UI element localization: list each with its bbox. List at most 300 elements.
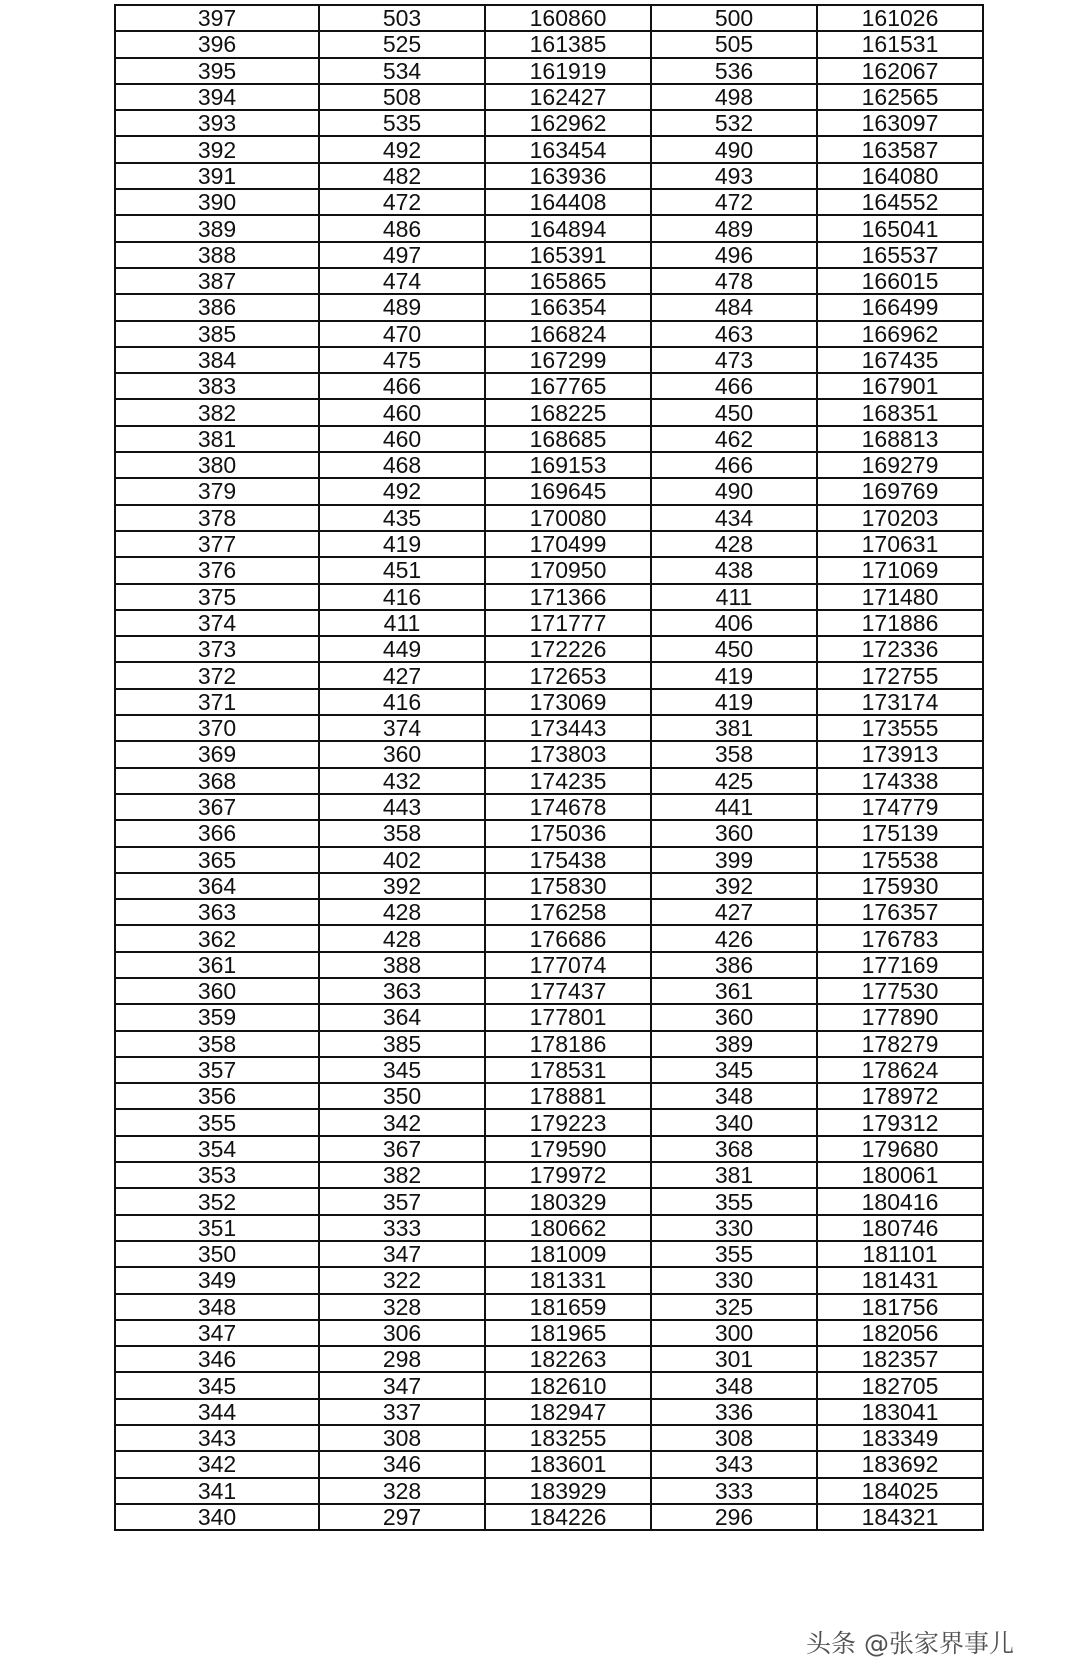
cumulative-a-cell: 169153 [485, 452, 651, 478]
count-a-cell: 347 [319, 1372, 485, 1398]
cumulative-a-cell: 170950 [485, 557, 651, 583]
cumulative-b-cell: 184321 [817, 1504, 983, 1530]
table-row [115, 84, 983, 110]
count-a-cell: 388 [319, 952, 485, 978]
table-row [115, 1320, 983, 1346]
count-b-cell: 466 [651, 373, 817, 399]
cumulative-b-cell: 181756 [817, 1294, 983, 1320]
score-cell: 356 [115, 1083, 319, 1109]
table-row [115, 215, 983, 241]
score-cell: 348 [115, 1294, 319, 1320]
score-cell: 370 [115, 715, 319, 741]
cumulative-b-cell: 173174 [817, 689, 983, 715]
count-b-cell: 500 [651, 5, 817, 31]
count-a-cell: 460 [319, 426, 485, 452]
count-b-cell: 392 [651, 873, 817, 899]
cumulative-b-cell: 175538 [817, 847, 983, 873]
cumulative-a-cell: 180662 [485, 1215, 651, 1241]
count-a-cell: 503 [319, 5, 485, 31]
count-a-cell: 346 [319, 1451, 485, 1477]
table-row [115, 636, 983, 662]
cumulative-b-cell: 179680 [817, 1136, 983, 1162]
cumulative-b-cell: 161026 [817, 5, 983, 31]
cumulative-b-cell: 171886 [817, 610, 983, 636]
table-row [115, 741, 983, 767]
count-a-cell: 428 [319, 899, 485, 925]
count-a-cell: 535 [319, 110, 485, 136]
cumulative-a-cell: 163936 [485, 163, 651, 189]
cumulative-a-cell: 176686 [485, 925, 651, 951]
cumulative-b-cell: 175930 [817, 873, 983, 899]
count-b-cell: 355 [651, 1188, 817, 1214]
count-b-cell: 330 [651, 1267, 817, 1293]
table-row [115, 31, 983, 57]
cumulative-b-cell: 161531 [817, 31, 983, 57]
table-row [115, 478, 983, 504]
score-cell: 372 [115, 662, 319, 688]
count-b-cell: 462 [651, 426, 817, 452]
score-cell: 394 [115, 84, 319, 110]
table-row [115, 1504, 983, 1530]
cumulative-a-cell: 181009 [485, 1241, 651, 1267]
table-row [115, 189, 983, 215]
score-cell: 374 [115, 610, 319, 636]
cumulative-a-cell: 177801 [485, 1004, 651, 1030]
score-cell: 376 [115, 557, 319, 583]
count-b-cell: 493 [651, 163, 817, 189]
table-row [115, 1267, 983, 1293]
count-b-cell: 301 [651, 1346, 817, 1372]
cumulative-b-cell: 166499 [817, 294, 983, 320]
cumulative-a-cell: 165391 [485, 242, 651, 268]
score-cell: 354 [115, 1136, 319, 1162]
count-a-cell: 411 [319, 610, 485, 636]
count-a-cell: 534 [319, 58, 485, 84]
cumulative-b-cell: 182705 [817, 1372, 983, 1398]
count-a-cell: 342 [319, 1109, 485, 1135]
count-a-cell: 472 [319, 189, 485, 215]
count-a-cell: 416 [319, 689, 485, 715]
count-b-cell: 450 [651, 399, 817, 425]
count-a-cell: 347 [319, 1241, 485, 1267]
count-b-cell: 296 [651, 1504, 817, 1530]
cumulative-a-cell: 161385 [485, 31, 651, 57]
table-row [115, 321, 983, 347]
cumulative-a-cell: 177437 [485, 978, 651, 1004]
count-a-cell: 374 [319, 715, 485, 741]
cumulative-b-cell: 178279 [817, 1031, 983, 1057]
cumulative-a-cell: 179590 [485, 1136, 651, 1162]
cumulative-a-cell: 175830 [485, 873, 651, 899]
table-row [115, 110, 983, 136]
cumulative-b-cell: 165537 [817, 242, 983, 268]
cumulative-b-cell: 168813 [817, 426, 983, 452]
cumulative-b-cell: 163097 [817, 110, 983, 136]
table-row [115, 294, 983, 320]
cumulative-b-cell: 167435 [817, 347, 983, 373]
cumulative-b-cell: 162565 [817, 84, 983, 110]
table-row [115, 373, 983, 399]
table-row [115, 1083, 983, 1109]
table-row [115, 557, 983, 583]
count-b-cell: 411 [651, 584, 817, 610]
table-row [115, 794, 983, 820]
score-cell: 393 [115, 110, 319, 136]
cumulative-a-cell: 173803 [485, 741, 651, 767]
count-a-cell: 298 [319, 1346, 485, 1372]
cumulative-a-cell: 162962 [485, 110, 651, 136]
cumulative-a-cell: 181965 [485, 1320, 651, 1346]
score-cell: 397 [115, 5, 319, 31]
watermark-text: 头条 @张家界事儿 [806, 1629, 1014, 1658]
score-cell: 349 [115, 1267, 319, 1293]
table-row [115, 1399, 983, 1425]
cumulative-a-cell: 179972 [485, 1162, 651, 1188]
count-b-cell: 333 [651, 1478, 817, 1504]
count-b-cell: 489 [651, 215, 817, 241]
count-b-cell: 360 [651, 1004, 817, 1030]
cumulative-a-cell: 180329 [485, 1188, 651, 1214]
score-cell: 358 [115, 1031, 319, 1057]
count-b-cell: 496 [651, 242, 817, 268]
count-a-cell: 428 [319, 925, 485, 951]
cumulative-b-cell: 174779 [817, 794, 983, 820]
score-cell: 343 [115, 1425, 319, 1451]
score-cell: 384 [115, 347, 319, 373]
cumulative-b-cell: 168351 [817, 399, 983, 425]
count-a-cell: 382 [319, 1162, 485, 1188]
count-a-cell: 345 [319, 1057, 485, 1083]
count-b-cell: 330 [651, 1215, 817, 1241]
score-cell: 352 [115, 1188, 319, 1214]
cumulative-b-cell: 178972 [817, 1083, 983, 1109]
score-cell: 344 [115, 1399, 319, 1425]
table-row [115, 1346, 983, 1372]
count-a-cell: 416 [319, 584, 485, 610]
table-row [115, 399, 983, 425]
count-a-cell: 451 [319, 557, 485, 583]
count-b-cell: 358 [651, 741, 817, 767]
score-cell: 371 [115, 689, 319, 715]
cumulative-a-cell: 163454 [485, 136, 651, 162]
cumulative-b-cell: 178624 [817, 1057, 983, 1083]
count-b-cell: 472 [651, 189, 817, 215]
cumulative-b-cell: 181431 [817, 1267, 983, 1293]
count-b-cell: 308 [651, 1425, 817, 1451]
score-cell: 392 [115, 136, 319, 162]
count-a-cell: 306 [319, 1320, 485, 1346]
count-a-cell: 419 [319, 531, 485, 557]
cumulative-a-cell: 170080 [485, 505, 651, 531]
table-row [115, 1109, 983, 1135]
cumulative-a-cell: 172226 [485, 636, 651, 662]
cumulative-a-cell: 165865 [485, 268, 651, 294]
cumulative-b-cell: 176783 [817, 925, 983, 951]
table-row [115, 452, 983, 478]
table-row [115, 1004, 983, 1030]
count-a-cell: 435 [319, 505, 485, 531]
cumulative-a-cell: 181331 [485, 1267, 651, 1293]
cumulative-b-cell: 167901 [817, 373, 983, 399]
table-row [115, 242, 983, 268]
cumulative-a-cell: 168685 [485, 426, 651, 452]
count-a-cell: 333 [319, 1215, 485, 1241]
score-cell: 380 [115, 452, 319, 478]
cumulative-b-cell: 171480 [817, 584, 983, 610]
score-cell: 390 [115, 189, 319, 215]
cumulative-b-cell: 182357 [817, 1346, 983, 1372]
cumulative-b-cell: 170203 [817, 505, 983, 531]
cumulative-b-cell: 173913 [817, 741, 983, 767]
cumulative-b-cell: 180061 [817, 1162, 983, 1188]
cumulative-a-cell: 162427 [485, 84, 651, 110]
table-row [115, 1425, 983, 1451]
table-row [115, 136, 983, 162]
count-b-cell: 348 [651, 1372, 817, 1398]
count-b-cell: 381 [651, 715, 817, 741]
table-row [115, 1451, 983, 1477]
count-b-cell: 438 [651, 557, 817, 583]
score-cell: 346 [115, 1346, 319, 1372]
count-a-cell: 525 [319, 31, 485, 57]
cumulative-b-cell: 177169 [817, 952, 983, 978]
cumulative-b-cell: 183692 [817, 1451, 983, 1477]
count-b-cell: 478 [651, 268, 817, 294]
cumulative-a-cell: 183255 [485, 1425, 651, 1451]
count-b-cell: 368 [651, 1136, 817, 1162]
cumulative-a-cell: 178881 [485, 1083, 651, 1109]
score-cell: 367 [115, 794, 319, 820]
count-b-cell: 336 [651, 1399, 817, 1425]
count-a-cell: 466 [319, 373, 485, 399]
count-b-cell: 386 [651, 952, 817, 978]
table-row [115, 978, 983, 1004]
table-row [115, 268, 983, 294]
score-cell: 385 [115, 321, 319, 347]
count-a-cell: 508 [319, 84, 485, 110]
score-cell: 350 [115, 1241, 319, 1267]
score-cell: 377 [115, 531, 319, 557]
score-cell: 383 [115, 373, 319, 399]
cumulative-b-cell: 163587 [817, 136, 983, 162]
count-b-cell: 434 [651, 505, 817, 531]
cumulative-a-cell: 176258 [485, 899, 651, 925]
count-a-cell: 385 [319, 1031, 485, 1057]
count-a-cell: 364 [319, 1004, 485, 1030]
count-b-cell: 425 [651, 768, 817, 794]
count-a-cell: 497 [319, 242, 485, 268]
cumulative-b-cell: 164552 [817, 189, 983, 215]
cumulative-b-cell: 171069 [817, 557, 983, 583]
count-a-cell: 322 [319, 1267, 485, 1293]
count-b-cell: 389 [651, 1031, 817, 1057]
score-cell: 382 [115, 399, 319, 425]
cumulative-a-cell: 171777 [485, 610, 651, 636]
score-cell: 359 [115, 1004, 319, 1030]
score-cell: 378 [115, 505, 319, 531]
table-row [115, 820, 983, 846]
score-cell: 387 [115, 268, 319, 294]
count-b-cell: 381 [651, 1162, 817, 1188]
count-a-cell: 474 [319, 268, 485, 294]
cumulative-a-cell: 177074 [485, 952, 651, 978]
cumulative-a-cell: 181659 [485, 1294, 651, 1320]
cumulative-a-cell: 179223 [485, 1109, 651, 1135]
table-row [115, 163, 983, 189]
cumulative-a-cell: 182263 [485, 1346, 651, 1372]
count-a-cell: 350 [319, 1083, 485, 1109]
score-distribution-table [114, 4, 984, 1531]
cumulative-a-cell: 184226 [485, 1504, 651, 1530]
cumulative-a-cell: 182947 [485, 1399, 651, 1425]
table-row [115, 1478, 983, 1504]
table-row [115, 58, 983, 84]
count-b-cell: 355 [651, 1241, 817, 1267]
table-row [115, 531, 983, 557]
score-cell: 375 [115, 584, 319, 610]
count-a-cell: 492 [319, 478, 485, 504]
table-row [115, 1136, 983, 1162]
cumulative-a-cell: 174235 [485, 768, 651, 794]
score-cell: 351 [115, 1215, 319, 1241]
cumulative-b-cell: 166962 [817, 321, 983, 347]
count-b-cell: 406 [651, 610, 817, 636]
cumulative-a-cell: 167765 [485, 373, 651, 399]
score-cell: 389 [115, 215, 319, 241]
cumulative-a-cell: 167299 [485, 347, 651, 373]
score-cell: 341 [115, 1478, 319, 1504]
score-cell: 345 [115, 1372, 319, 1398]
cumulative-b-cell: 172755 [817, 662, 983, 688]
table-row [115, 1241, 983, 1267]
cumulative-a-cell: 164408 [485, 189, 651, 215]
count-b-cell: 450 [651, 636, 817, 662]
count-b-cell: 428 [651, 531, 817, 557]
count-b-cell: 399 [651, 847, 817, 873]
cumulative-a-cell: 161919 [485, 58, 651, 84]
count-b-cell: 473 [651, 347, 817, 373]
count-b-cell: 484 [651, 294, 817, 320]
cumulative-a-cell: 178531 [485, 1057, 651, 1083]
count-a-cell: 328 [319, 1294, 485, 1320]
cumulative-a-cell: 172653 [485, 662, 651, 688]
score-cell: 395 [115, 58, 319, 84]
score-cell: 373 [115, 636, 319, 662]
count-a-cell: 482 [319, 163, 485, 189]
score-cell: 391 [115, 163, 319, 189]
count-a-cell: 328 [319, 1478, 485, 1504]
table-row [115, 873, 983, 899]
cumulative-a-cell: 182610 [485, 1372, 651, 1398]
cumulative-b-cell: 180416 [817, 1188, 983, 1214]
cumulative-b-cell: 183041 [817, 1399, 983, 1425]
cumulative-a-cell: 174678 [485, 794, 651, 820]
count-b-cell: 419 [651, 662, 817, 688]
cumulative-b-cell: 174338 [817, 768, 983, 794]
count-b-cell: 348 [651, 1083, 817, 1109]
cumulative-a-cell: 175438 [485, 847, 651, 873]
cumulative-b-cell: 177890 [817, 1004, 983, 1030]
cumulative-b-cell: 166015 [817, 268, 983, 294]
count-a-cell: 308 [319, 1425, 485, 1451]
cumulative-a-cell: 160860 [485, 5, 651, 31]
score-cell: 347 [115, 1320, 319, 1346]
count-a-cell: 468 [319, 452, 485, 478]
cumulative-b-cell: 179312 [817, 1109, 983, 1135]
cumulative-a-cell: 168225 [485, 399, 651, 425]
count-a-cell: 337 [319, 1399, 485, 1425]
cumulative-a-cell: 183601 [485, 1451, 651, 1477]
count-a-cell: 402 [319, 847, 485, 873]
cumulative-a-cell: 175036 [485, 820, 651, 846]
count-b-cell: 325 [651, 1294, 817, 1320]
count-b-cell: 426 [651, 925, 817, 951]
table-row [115, 1057, 983, 1083]
count-b-cell: 340 [651, 1109, 817, 1135]
count-b-cell: 360 [651, 820, 817, 846]
cumulative-b-cell: 164080 [817, 163, 983, 189]
score-cell: 362 [115, 925, 319, 951]
score-cell: 368 [115, 768, 319, 794]
cumulative-b-cell: 184025 [817, 1478, 983, 1504]
count-a-cell: 443 [319, 794, 485, 820]
table-row [115, 925, 983, 951]
count-a-cell: 392 [319, 873, 485, 899]
cumulative-a-cell: 164894 [485, 215, 651, 241]
score-cell: 355 [115, 1109, 319, 1135]
count-b-cell: 345 [651, 1057, 817, 1083]
count-b-cell: 427 [651, 899, 817, 925]
table-body [115, 5, 983, 1530]
score-cell: 353 [115, 1162, 319, 1188]
score-cell: 342 [115, 1451, 319, 1477]
table-row [115, 689, 983, 715]
count-b-cell: 463 [651, 321, 817, 347]
cumulative-b-cell: 169279 [817, 452, 983, 478]
count-b-cell: 505 [651, 31, 817, 57]
table-row [115, 1162, 983, 1188]
count-a-cell: 427 [319, 662, 485, 688]
count-a-cell: 486 [319, 215, 485, 241]
cumulative-b-cell: 170631 [817, 531, 983, 557]
score-cell: 396 [115, 31, 319, 57]
score-cell: 369 [115, 741, 319, 767]
table-row [115, 610, 983, 636]
count-a-cell: 492 [319, 136, 485, 162]
table-row [115, 584, 983, 610]
table-row [115, 1294, 983, 1320]
cumulative-a-cell: 166824 [485, 321, 651, 347]
score-cell: 361 [115, 952, 319, 978]
cumulative-a-cell: 166354 [485, 294, 651, 320]
table-row [115, 847, 983, 873]
table-row [115, 1215, 983, 1241]
cumulative-b-cell: 175139 [817, 820, 983, 846]
score-cell: 357 [115, 1057, 319, 1083]
table-row [115, 952, 983, 978]
count-b-cell: 536 [651, 58, 817, 84]
table-row [115, 505, 983, 531]
count-a-cell: 460 [319, 399, 485, 425]
cumulative-a-cell: 178186 [485, 1031, 651, 1057]
score-cell: 386 [115, 294, 319, 320]
table-row [115, 662, 983, 688]
cumulative-b-cell: 176357 [817, 899, 983, 925]
cumulative-b-cell: 162067 [817, 58, 983, 84]
cumulative-a-cell: 169645 [485, 478, 651, 504]
cumulative-b-cell: 177530 [817, 978, 983, 1004]
cumulative-b-cell: 182056 [817, 1320, 983, 1346]
